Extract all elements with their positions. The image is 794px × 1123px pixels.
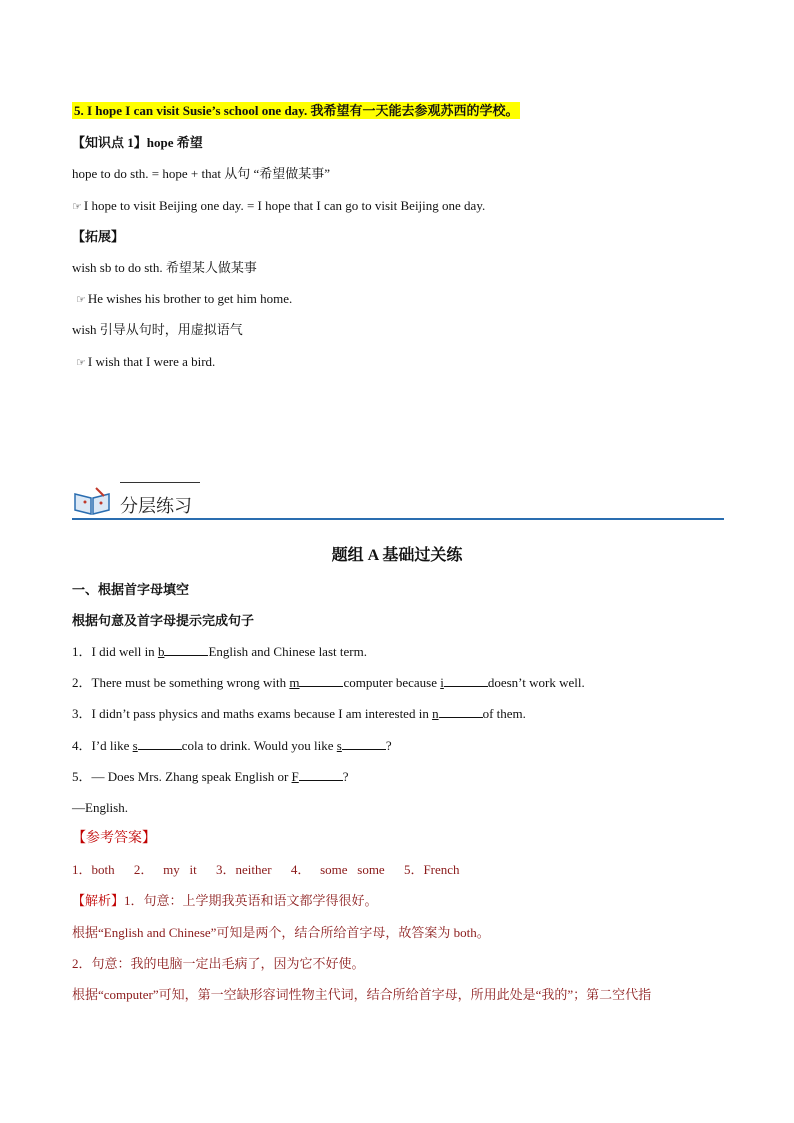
analysis-line-2: 根据“English and Chinese”可知是两个，结合所给首字母，故答案为 both。 [72, 925, 490, 940]
section-banner [72, 478, 724, 522]
analysis-label: 【解析】 [72, 893, 125, 908]
q1-letter: b [157, 644, 165, 659]
answers-label: 【参考答案】 [72, 831, 156, 846]
section-title: 一、根据首字母填空 [72, 582, 190, 597]
q2-pre: 2．There must be something wrong with [72, 675, 290, 690]
analysis-line-3: 2．句意：我的电脑一定出毛病了，因为它不好使。 [72, 956, 365, 971]
banner-divider [72, 518, 724, 520]
point-heading [72, 102, 520, 120]
q4-letter-1: s [132, 738, 138, 753]
example-3-text: I wish that I were a bird. [87, 354, 216, 369]
answer-blank[interactable] [299, 768, 343, 781]
q3-post: of them. [482, 706, 526, 721]
pointing-hand-icon: ☞ [76, 293, 86, 306]
question-1 [72, 643, 367, 661]
answer-blank[interactable] [444, 674, 488, 687]
answer-blank[interactable] [299, 674, 343, 687]
q3-letter: n [432, 706, 439, 721]
banner-title: 分层练习 [120, 496, 192, 517]
instruction: 根据句意及首字母提示完成句子 [72, 613, 255, 628]
q2-mid: computer because [343, 675, 441, 690]
q5-letter: F [291, 769, 299, 784]
extend-label: 【拓展】 [72, 229, 125, 244]
q2-letter-1: m [289, 675, 300, 690]
q1-post: English and Chinese last term. [208, 644, 367, 659]
answer-blank[interactable] [164, 643, 208, 656]
q4-letter-2: s [336, 738, 342, 753]
example-2-text: He wishes his brother to get him home. [87, 291, 293, 306]
example-2 [76, 290, 292, 309]
question-5 [72, 768, 349, 786]
answer-item: 4． some some [290, 862, 385, 877]
group-title: 题组 A 基础过关练 [331, 547, 463, 564]
wish-rule: wish sb to do sth. 希望某人做某事 [72, 260, 257, 275]
q1-pre: 1．I did well in [72, 644, 158, 659]
question-3 [72, 705, 526, 723]
answers-list [72, 861, 476, 879]
answer-item: 2． my it [133, 862, 197, 877]
highlighted-heading: 5. I hope I can visit Susie’s school one day. 我希望有一天能去参观苏西的学校。 [74, 103, 519, 118]
answer-blank[interactable] [439, 705, 483, 718]
example-1 [72, 197, 485, 216]
answer-item: 3．neither [215, 862, 272, 877]
question-4 [72, 737, 392, 755]
example-1-text: I hope to visit Beijing one day. = I hope that I can go to visit Beijing one day. [83, 198, 486, 213]
q2-post: doesn’t work well. [487, 675, 585, 690]
pointing-hand-icon: ☞ [72, 200, 82, 213]
pointing-hand-icon: ☞ [76, 356, 86, 369]
q4-pre: 4．I’d like [72, 738, 133, 753]
wish-rule-2: wish 引导从句时，用虚拟语气 [72, 322, 243, 337]
question-2 [72, 674, 585, 692]
answer-item: 1．both [72, 862, 115, 877]
q2-letter-2: i [440, 675, 444, 690]
q4-post: ? [385, 738, 392, 753]
q3-pre: 3．I didn’t pass physics and maths exams because I am interested in [72, 706, 433, 721]
banner-top-rule [120, 482, 200, 483]
analysis-text: 1．句意：上学期我英语和语文都学得很好。 [124, 893, 378, 908]
open-book-icon [72, 484, 112, 516]
example-3 [76, 353, 215, 372]
q4-mid: cola to drink. Would you like [181, 738, 337, 753]
q5-post: ? [342, 769, 349, 784]
knowledge-label: 【知识点 1】hope 希望 [72, 135, 203, 150]
answer-blank[interactable] [138, 737, 182, 750]
answer-item: 5．French [403, 862, 460, 877]
q5-reply: —English. [72, 800, 128, 815]
analysis-line-1 [72, 892, 378, 910]
answer-blank[interactable] [342, 737, 386, 750]
q5-pre: 5．— Does Mrs. Zhang speak English or [72, 769, 292, 784]
hope-rule: hope to do sth. = hope + that 从句 “希望做某事” [72, 166, 331, 181]
analysis-line-4: 根据“computer”可知，第一空缺形容词性物主代词，结合所给首字母，所用此处是“我的”；第二空代指 [72, 987, 652, 1002]
